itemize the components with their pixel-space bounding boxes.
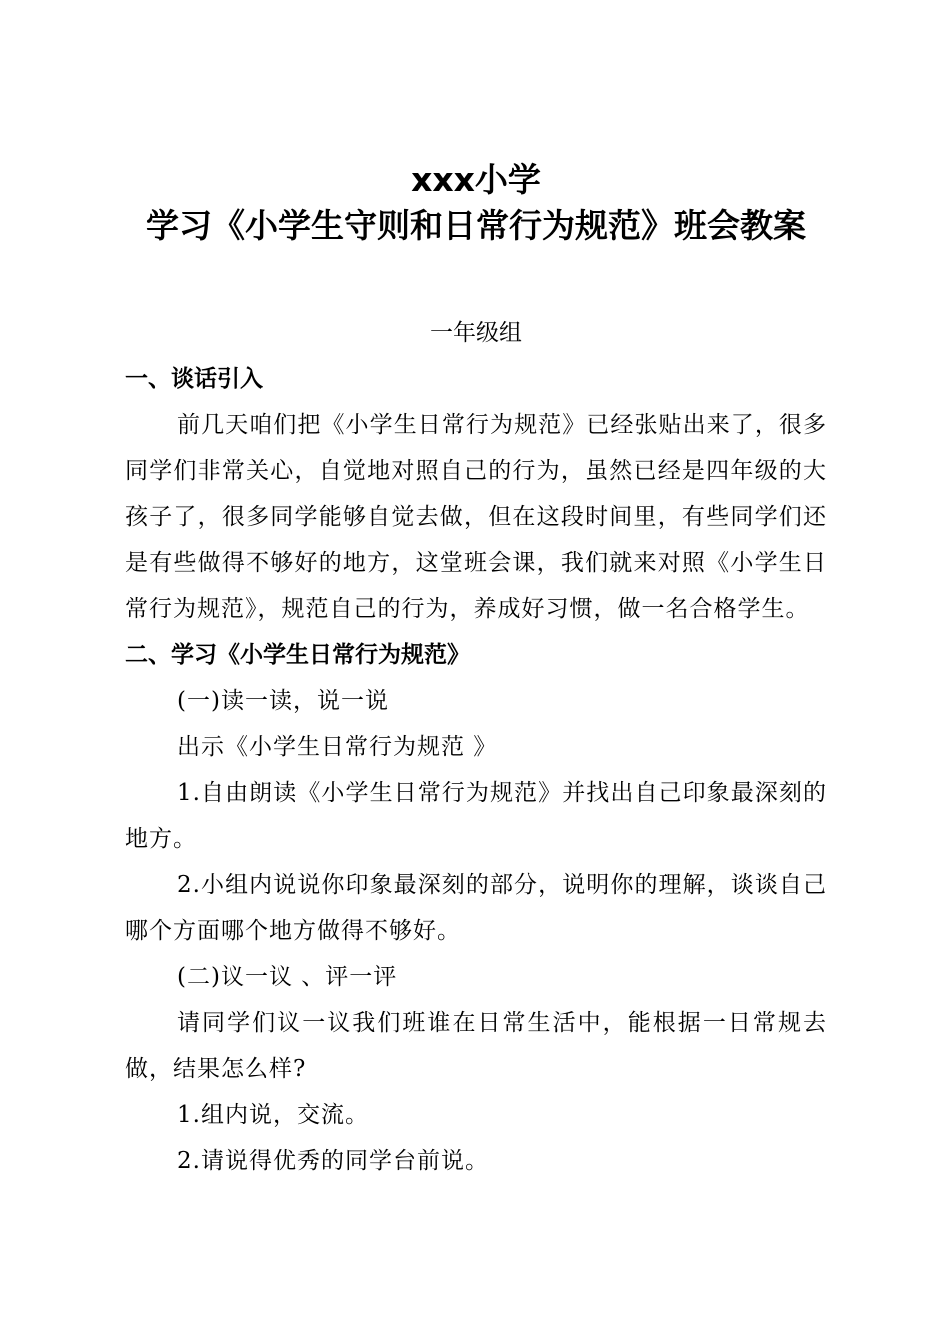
read-item-1: 1.自由朗读《小学生日常行为规范》并找出自己印象最深刻的地方。 [125,780,827,852]
lesson-plan-title: 学习《小学生守则和日常行为规范》班会教案 [146,206,806,245]
subsection-heading-read: (一)读一读，说一说 [177,688,389,714]
subsection-heading-discuss: (二)议一议 、评一评 [177,964,398,990]
grade-group: 一年级组 [430,320,522,346]
show-norms-line: 出示《小学生日常行为规范 》 [177,734,498,760]
document-page [125,150,827,1184]
discuss-item-2: 2.请说得优秀的同学台前说。 [177,1148,489,1174]
discuss-intro-paragraph: 请同学们议一议我们班谁在日常生活中，能根据一日常规去做，结果怎么样? [125,1010,827,1082]
section-heading-study: 二、学习《小学生日常行为规范》 [125,642,470,668]
intro-paragraph: 前几天咱们把《小学生日常行为规范》已经张贴出来了，很多同学们非常关心，自觉地对照自己的行为，虽然已经是四年级的大孩子了，很多同学能够自觉去做，但在这段时间里，有些同学们还是有些做得不够好的地方，这堂班会课，我们就来对照《小学生日常行为规范》，规范自己的行为，养成好习惯，做一名合格学生。 [125,412,827,622]
section-heading-intro: 一、谈话引入 [125,366,263,392]
school-title: xxx小学 [411,160,541,199]
discuss-item-1: 1.组内说，交流。 [177,1102,369,1128]
read-item-2: 2.小组内说说你印象最深刻的部分，说明你的理解，谈谈自己哪个方面哪个地方做得不够好。 [125,872,827,944]
